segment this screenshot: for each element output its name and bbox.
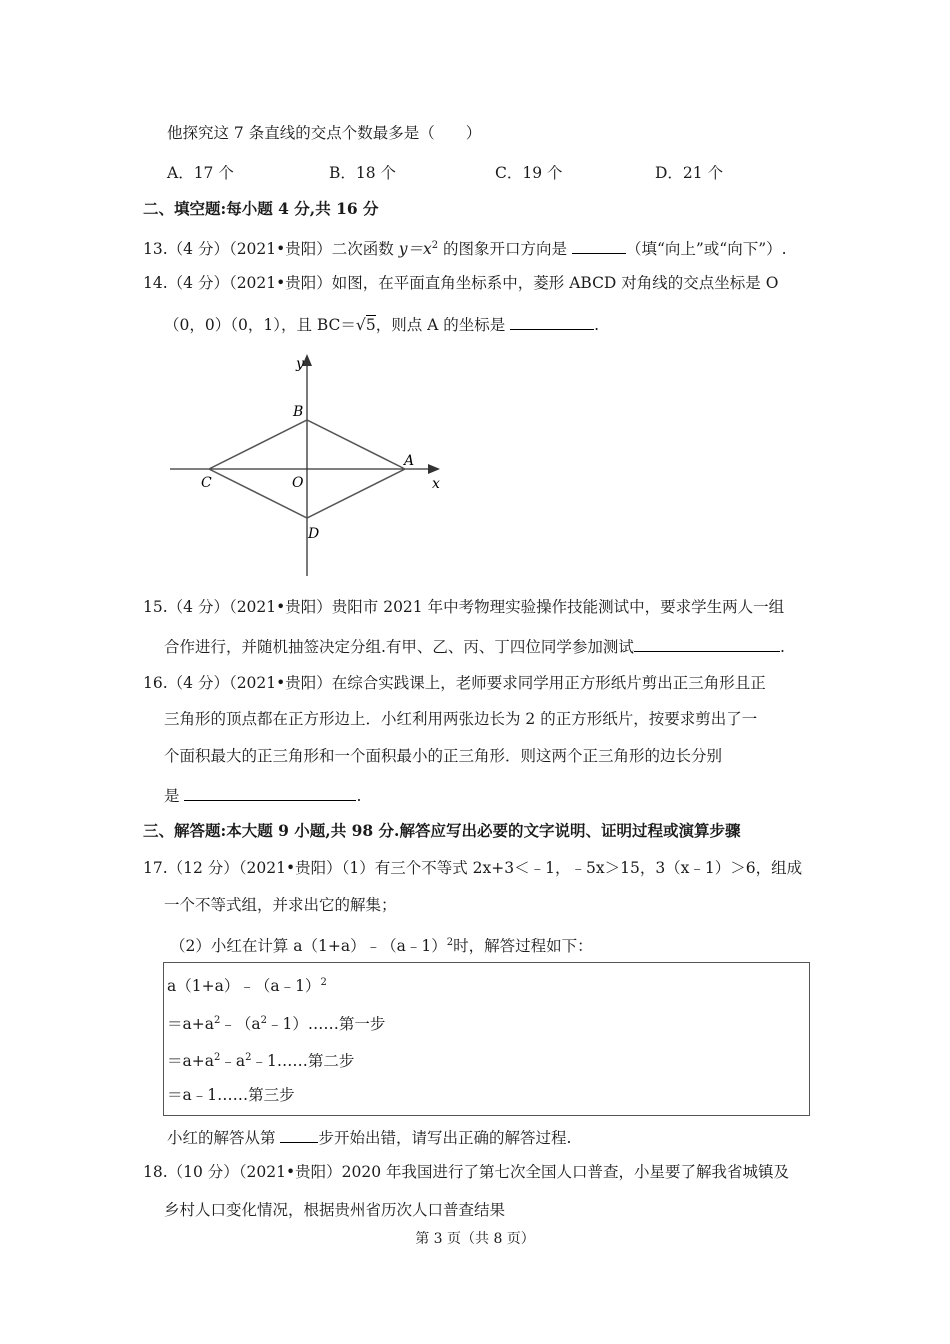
q12-option-a: A．17 个	[167, 164, 234, 182]
question-17-line-1: 17.（12 分）（2021•贵阳）（1）有三个不等式 2x+3＜﹣1，﹣5x＞15，3（x﹣1）＞6，组成	[143, 859, 803, 877]
x-axis-arrow	[428, 464, 440, 474]
label-a: A	[404, 453, 415, 469]
question-15-line-1: 15.（4 分）（2021•贵阳）贵阳市 2021 年中考物理实验操作技能测试中，要求学生两人一组	[143, 598, 785, 616]
label-o: O	[292, 475, 304, 491]
question-13: 13.（4 分）（2021•贵阳）二次函数 $y=x^2$ 的图象开口方向是 （填“向上”或“向下”）.	[143, 236, 787, 259]
question-17-line-2: 一个不等式组，并求出它的解集；	[164, 896, 397, 914]
q12-continuation: 他探究这 7 条直线的交点个数最多是（ ）	[167, 124, 482, 142]
page-footer: 第 3 页（共 8 页）	[415, 1231, 535, 1247]
label-x: x	[432, 476, 440, 492]
question-16-line-1: 16.（4 分）（2021•贵阳）在综合实践课上，老师要求同学用正方形纸片剪出正三角形且正	[143, 674, 766, 692]
q12-option-c: C．19 个	[495, 164, 563, 182]
section-3-heading: 三、解答题:本大题 9 小题,共 98 分.解答应写出必要的文字说明、证明过程或演算步骤	[143, 821, 741, 840]
q12-option-d: D．21 个	[655, 164, 724, 182]
rhombus-figure	[160, 348, 460, 578]
question-17-end: 小红的解答从第 步开始出错，请写出正确的解答过程.	[167, 1126, 571, 1148]
q12-option-b: B．18 个	[329, 164, 397, 182]
question-16-line-2: 三角形的顶点都在正方形边上．小红利用两张边长为 2 的正方形纸片，按要求剪出了一	[164, 710, 758, 728]
question-18-line-2: 乡村人口变化情况，根据贵州省历次人口普查结果	[164, 1201, 506, 1219]
label-c: C	[201, 475, 212, 491]
section-2-heading: 二、填空题:每小题 4 分,共 16 分	[143, 199, 379, 218]
question-14-line-2: （0，0）（0，1），且 BC＝√5，则点 A 的坐标是 .	[164, 313, 599, 335]
label-y: y	[296, 356, 304, 372]
work-step-1: $=a+a^2﹣(a^2﹣1)\dots\dots$第一步	[167, 1015, 386, 1034]
work-step-3: ＝a﹣1……第三步	[167, 1086, 295, 1104]
work-step-2: $=a+a^2﹣a^2﹣1\dots\dots$第二步	[167, 1052, 355, 1071]
label-b: B	[293, 404, 304, 420]
work-step-0: a（1+a）﹣（a﹣1）$^2$	[167, 977, 327, 996]
student-work-box	[163, 962, 810, 1116]
label-d: D	[308, 526, 320, 542]
question-18-line-1: 18.（10 分）（2021•贵阳）2020 年我国进行了第七次全国人口普查，小星要了解我省城镇及	[143, 1163, 790, 1181]
question-14-line-1: 14.（4 分）（2021•贵阳）如图，在平面直角坐标系中，菱形 ABCD 对角线的交点坐标是 O	[143, 274, 779, 292]
question-15-line-2: 合作进行，并随机抽签决定分组.有甲、乙、丙、丁四位同学参加测试 .	[164, 635, 785, 657]
question-16-line-4: 是 .	[164, 784, 361, 806]
question-17-line-3: （2）小红在计算 a（1+a）﹣（a﹣1）$^2$时，解答过程如下：	[170, 937, 593, 956]
question-16-line-3: 个面积最大的正三角形和一个面积最小的正三角形．则这两个正三角形的边长分别	[164, 747, 723, 765]
sqrt-symbol: √	[355, 316, 366, 334]
